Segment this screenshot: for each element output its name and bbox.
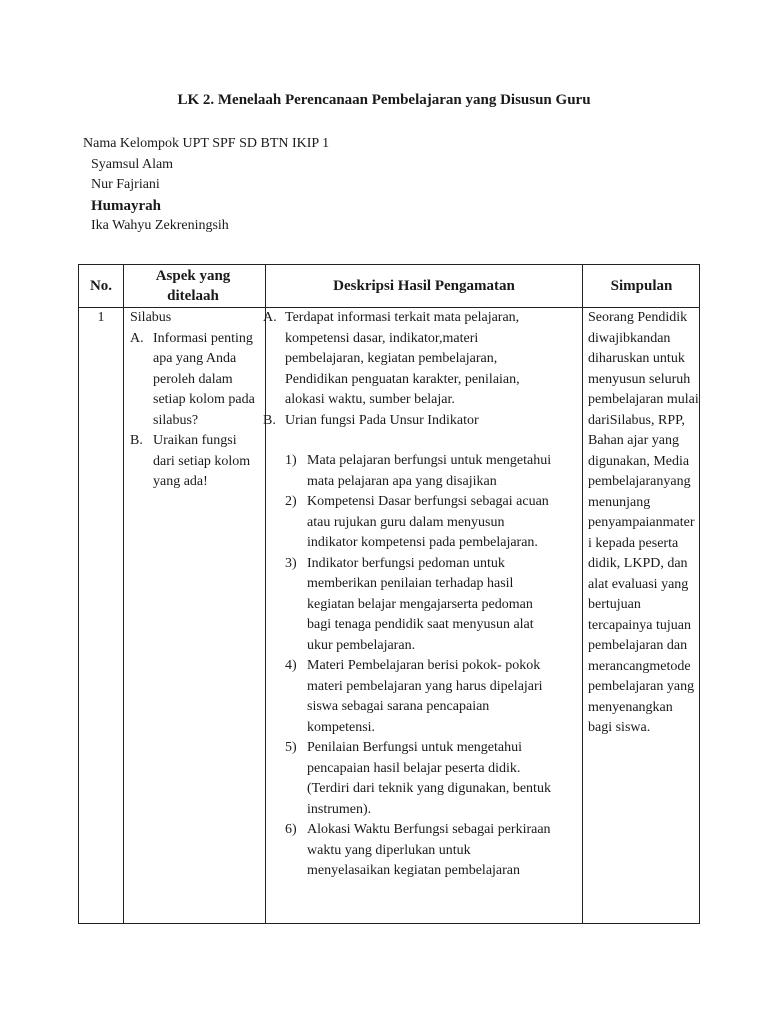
list-marker: 1) [285, 453, 297, 468]
list-item [285, 451, 557, 492]
list-text: Kompetensi Dasar berfungsi sebagai acuan atau rujukan guru dalam menyusun indikator kompetensi pada pembelajaran. [307, 494, 549, 550]
list-marker: A. [130, 330, 144, 346]
group-label: Nama Kelompok UPT SPF SD BTN IKIP 1 [83, 136, 330, 151]
aspect-list [130, 329, 260, 493]
row-number: 1 [97, 310, 105, 325]
list-text: Penilaian Berfungsi untuk mengetahui pencapaian hasil belajar peserta didik. (Terdiri dari teknik yang digunakan, bentuk instrumen). [307, 740, 551, 817]
list-item [285, 492, 557, 554]
list-marker: 4) [285, 658, 297, 673]
member-name: Humayrah [91, 197, 162, 214]
conclusion-cell: Seorang Pendidik diwajibkandan diharuskan untuk menyusun seluruh pembelajaran mulai dariSilabus, RPP, Bahan ajar yang digunakan, Media pembelajaranyang menunjang penyampaianmater i kepada peserta didik, LKPD, dan alat evaluasi yang bertujuan tercapainya tujuan pembelajaran dan merancangmetode pembelajaran yang menyenangkan bagi siswa. [588, 310, 699, 735]
observation-table [78, 264, 700, 924]
aspect-title: Silabus [130, 310, 172, 325]
column-divider [123, 265, 124, 923]
list-text: Terdapat informasi terkait mata pelajaran, kompetensi dasar, indikator,materi pembelajaran, kegiatan pembelajaran, Pendidikan penguatan karakter, penilaian, alokasi waktu, sumber belajar. [285, 310, 520, 407]
header-aspect: Aspek yang ditelaah [155, 268, 231, 304]
list-item [285, 738, 557, 820]
list-text: Urian fungsi Pada Unsur Indikator [285, 412, 479, 428]
function-list [285, 451, 557, 882]
list-text: Indikator berfungsi pedoman untuk memberikan penilaian terhadap hasil kegiatan belajar mengajarserta pedoman bagi tenaga pendidik saat menyusun alat ukur pembelajaran. [307, 555, 534, 653]
list-text: Alokasi Waktu Berfungsi sebagai perkiraan waktu yang diperlukan untuk menyelasaikan kegiatan pembelajaran [307, 822, 551, 878]
list-marker: 5) [285, 740, 297, 755]
list-marker: A. [263, 310, 277, 325]
list-marker: 3) [285, 555, 297, 571]
list-marker: B. [130, 433, 143, 448]
list-item [130, 329, 260, 432]
header-description: Deskripsi Hasil Pengamatan [333, 278, 515, 294]
list-item [285, 656, 557, 738]
list-text: Mata pelajaran berfungsi untuk mengetahui mata pelajaran apa yang disajikan [307, 453, 552, 489]
list-marker: 6) [285, 822, 297, 837]
list-marker: 2) [285, 494, 297, 509]
list-item [285, 554, 557, 657]
member-name: Ika Wahyu Zekreningsih [91, 218, 229, 233]
description-cell [263, 308, 557, 882]
aspect-cell [130, 308, 260, 493]
header-conclusion: Simpulan [610, 278, 673, 294]
member-name: Nur Fajriani [91, 177, 160, 192]
header-no: No. [89, 278, 113, 294]
description-list [263, 308, 557, 431]
column-divider [265, 265, 266, 923]
page-title: LK 2. Menelaah Perencanaan Pembelajaran yang Disusun Guru [177, 92, 591, 108]
column-divider [582, 265, 583, 923]
list-item [263, 411, 557, 432]
list-text: Uraikan fungsi dari setiap kolom yang ada! [153, 433, 251, 489]
list-text: Materi Pembelajaran berisi pokok- pokok materi pembelajaran yang harus dipelajari siswa sebagai sarana pencapaian kompetensi. [307, 658, 543, 735]
list-item [263, 308, 557, 411]
list-item [285, 820, 557, 882]
list-text: Informasi penting apa yang Anda peroleh dalam setiap kolom pada silabus? [153, 330, 255, 428]
list-item [130, 431, 260, 493]
group-info [83, 134, 329, 237]
member-name: Syamsul Alam [91, 156, 174, 172]
list-marker: B. [263, 412, 276, 428]
